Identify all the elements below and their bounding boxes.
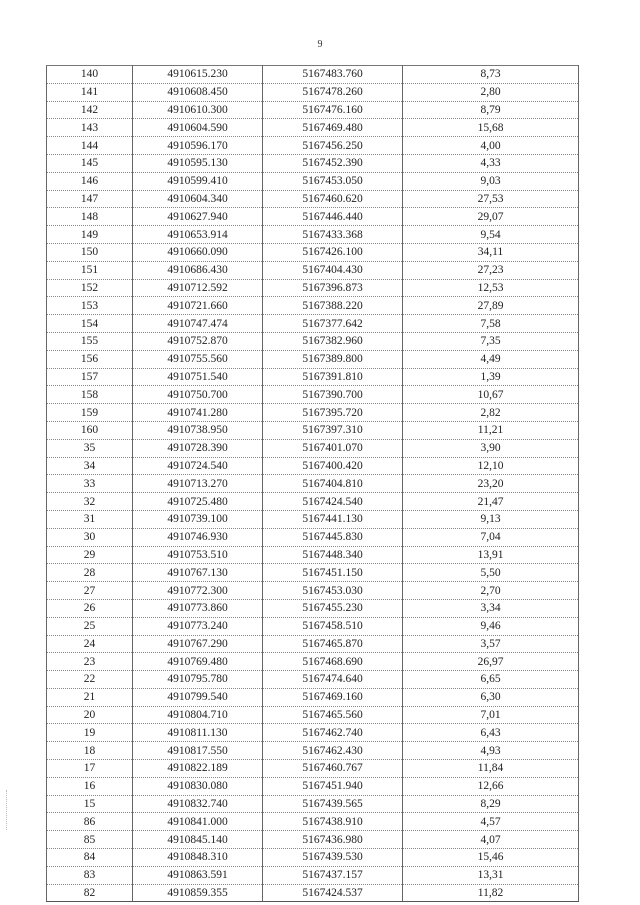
- table-row: [47, 564, 579, 582]
- distance-cell: 3,90: [403, 439, 579, 457]
- point-number-cell: 158: [47, 386, 133, 404]
- point-number-cell: 28: [47, 564, 133, 582]
- distance-cell: 8,73: [403, 66, 579, 84]
- point-number-cell: 156: [47, 350, 133, 368]
- x-coordinate-cell: 4910653.914: [133, 226, 263, 244]
- distance-cell: 7,58: [403, 315, 579, 333]
- y-coordinate-cell: 5167424.537: [263, 884, 403, 902]
- y-coordinate-cell: 5167469.480: [263, 119, 403, 137]
- x-coordinate-cell: 4910747.474: [133, 315, 263, 333]
- y-coordinate-cell: 5167462.430: [263, 742, 403, 760]
- y-coordinate-cell: 5167474.640: [263, 671, 403, 689]
- y-coordinate-cell: 5167388.220: [263, 297, 403, 315]
- y-coordinate-cell: 5167458.510: [263, 617, 403, 635]
- distance-cell: 7,35: [403, 332, 579, 350]
- distance-cell: 11,84: [403, 760, 579, 778]
- distance-cell: 9,54: [403, 226, 579, 244]
- table-row: [47, 261, 579, 279]
- margin-mark: [6, 790, 11, 830]
- point-number-cell: 17: [47, 760, 133, 778]
- table-row: [47, 475, 579, 493]
- y-coordinate-cell: 5167460.620: [263, 190, 403, 208]
- x-coordinate-cell: 4910660.090: [133, 243, 263, 261]
- table-row: [47, 332, 579, 350]
- point-number-cell: 86: [47, 813, 133, 831]
- x-coordinate-cell: 4910741.280: [133, 404, 263, 422]
- distance-cell: 12,10: [403, 457, 579, 475]
- table-row: [47, 760, 579, 778]
- table-row: [47, 421, 579, 439]
- point-number-cell: 15: [47, 795, 133, 813]
- point-number-cell: 30: [47, 528, 133, 546]
- table-row: [47, 849, 579, 867]
- y-coordinate-cell: 5167390.700: [263, 386, 403, 404]
- distance-cell: 6,30: [403, 688, 579, 706]
- point-number-cell: 18: [47, 742, 133, 760]
- point-number-cell: 84: [47, 849, 133, 867]
- distance-cell: 10,67: [403, 386, 579, 404]
- x-coordinate-cell: 4910795.780: [133, 671, 263, 689]
- y-coordinate-cell: 5167453.050: [263, 172, 403, 190]
- y-coordinate-cell: 5167391.810: [263, 368, 403, 386]
- y-coordinate-cell: 5167456.250: [263, 137, 403, 155]
- point-number-cell: 34: [47, 457, 133, 475]
- table-row: [47, 742, 579, 760]
- x-coordinate-cell: 4910604.340: [133, 190, 263, 208]
- table-row: [47, 813, 579, 831]
- x-coordinate-cell: 4910608.450: [133, 83, 263, 101]
- point-number-cell: 142: [47, 101, 133, 119]
- distance-cell: 27,89: [403, 297, 579, 315]
- y-coordinate-cell: 5167465.560: [263, 706, 403, 724]
- y-coordinate-cell: 5167469.160: [263, 688, 403, 706]
- table-row: [47, 795, 579, 813]
- x-coordinate-cell: 4910804.710: [133, 706, 263, 724]
- y-coordinate-cell: 5167455.230: [263, 599, 403, 617]
- y-coordinate-cell: 5167404.810: [263, 475, 403, 493]
- x-coordinate-cell: 4910755.560: [133, 350, 263, 368]
- distance-cell: 21,47: [403, 493, 579, 511]
- table-row: [47, 208, 579, 226]
- x-coordinate-cell: 4910738.950: [133, 421, 263, 439]
- distance-cell: 9,03: [403, 172, 579, 190]
- distance-cell: 4,00: [403, 137, 579, 155]
- y-coordinate-cell: 5167445.830: [263, 528, 403, 546]
- x-coordinate-cell: 4910773.860: [133, 599, 263, 617]
- x-coordinate-cell: 4910724.540: [133, 457, 263, 475]
- table-row: [47, 599, 579, 617]
- table-row: [47, 582, 579, 600]
- x-coordinate-cell: 4910845.140: [133, 831, 263, 849]
- x-coordinate-cell: 4910830.080: [133, 777, 263, 795]
- x-coordinate-cell: 4910746.930: [133, 528, 263, 546]
- y-coordinate-cell: 5167451.940: [263, 777, 403, 795]
- x-coordinate-cell: 4910604.590: [133, 119, 263, 137]
- point-number-cell: 147: [47, 190, 133, 208]
- table-row: [47, 243, 579, 261]
- table-row: [47, 528, 579, 546]
- distance-cell: 4,33: [403, 154, 579, 172]
- table-row: [47, 439, 579, 457]
- distance-cell: 5,50: [403, 564, 579, 582]
- point-number-cell: 82: [47, 884, 133, 902]
- y-coordinate-cell: 5167452.390: [263, 154, 403, 172]
- x-coordinate-cell: 4910767.130: [133, 564, 263, 582]
- y-coordinate-cell: 5167439.565: [263, 795, 403, 813]
- point-number-cell: 148: [47, 208, 133, 226]
- y-coordinate-cell: 5167465.870: [263, 635, 403, 653]
- y-coordinate-cell: 5167468.690: [263, 653, 403, 671]
- distance-cell: 15,46: [403, 849, 579, 867]
- table-row: [47, 386, 579, 404]
- distance-cell: 9,13: [403, 510, 579, 528]
- x-coordinate-cell: 4910725.480: [133, 493, 263, 511]
- distance-cell: 7,01: [403, 706, 579, 724]
- table-row: [47, 190, 579, 208]
- point-number-cell: 32: [47, 493, 133, 511]
- y-coordinate-cell: 5167483.760: [263, 66, 403, 84]
- point-number-cell: 85: [47, 831, 133, 849]
- table-row: [47, 226, 579, 244]
- distance-cell: 13,91: [403, 546, 579, 564]
- y-coordinate-cell: 5167382.960: [263, 332, 403, 350]
- point-number-cell: 23: [47, 653, 133, 671]
- y-coordinate-cell: 5167426.100: [263, 243, 403, 261]
- page-number: 9: [317, 39, 323, 50]
- point-number-cell: 155: [47, 332, 133, 350]
- table-row: [47, 83, 579, 101]
- table-row: [47, 831, 579, 849]
- point-number-cell: 31: [47, 510, 133, 528]
- point-number-cell: 20: [47, 706, 133, 724]
- y-coordinate-cell: 5167437.157: [263, 866, 403, 884]
- x-coordinate-cell: 4910615.230: [133, 66, 263, 84]
- point-number-cell: 159: [47, 404, 133, 422]
- distance-cell: 26,97: [403, 653, 579, 671]
- distance-cell: 12,66: [403, 777, 579, 795]
- x-coordinate-cell: 4910772.300: [133, 582, 263, 600]
- table-row: [47, 279, 579, 297]
- y-coordinate-cell: 5167396.873: [263, 279, 403, 297]
- x-coordinate-cell: 4910841.000: [133, 813, 263, 831]
- y-coordinate-cell: 5167441.130: [263, 510, 403, 528]
- point-number-cell: 21: [47, 688, 133, 706]
- point-number-cell: 140: [47, 66, 133, 84]
- x-coordinate-cell: 4910599.410: [133, 172, 263, 190]
- distance-cell: 27,23: [403, 261, 579, 279]
- point-number-cell: 145: [47, 154, 133, 172]
- distance-cell: 23,20: [403, 475, 579, 493]
- distance-cell: 8,79: [403, 101, 579, 119]
- distance-cell: 2,82: [403, 404, 579, 422]
- y-coordinate-cell: 5167377.642: [263, 315, 403, 333]
- distance-cell: 34,11: [403, 243, 579, 261]
- x-coordinate-cell: 4910767.290: [133, 635, 263, 653]
- distance-cell: 27,53: [403, 190, 579, 208]
- point-number-cell: 157: [47, 368, 133, 386]
- point-number-cell: 27: [47, 582, 133, 600]
- x-coordinate-cell: 4910859.355: [133, 884, 263, 902]
- table-row: [47, 404, 579, 422]
- table-row: [47, 493, 579, 511]
- y-coordinate-cell: 5167433.368: [263, 226, 403, 244]
- table-row: [47, 653, 579, 671]
- point-number-cell: 149: [47, 226, 133, 244]
- x-coordinate-cell: 4910739.100: [133, 510, 263, 528]
- x-coordinate-cell: 4910627.940: [133, 208, 263, 226]
- point-number-cell: 141: [47, 83, 133, 101]
- distance-cell: 8,29: [403, 795, 579, 813]
- table-row: [47, 66, 579, 84]
- point-number-cell: 26: [47, 599, 133, 617]
- x-coordinate-cell: 4910773.240: [133, 617, 263, 635]
- distance-cell: 4,57: [403, 813, 579, 831]
- coordinates-table: [46, 65, 579, 902]
- x-coordinate-cell: 4910832.740: [133, 795, 263, 813]
- x-coordinate-cell: 4910863.591: [133, 866, 263, 884]
- y-coordinate-cell: 5167401.070: [263, 439, 403, 457]
- point-number-cell: 16: [47, 777, 133, 795]
- point-number-cell: 151: [47, 261, 133, 279]
- table-row: [47, 297, 579, 315]
- distance-cell: 13,31: [403, 866, 579, 884]
- table-row: [47, 866, 579, 884]
- distance-cell: 4,49: [403, 350, 579, 368]
- table-row: [47, 671, 579, 689]
- x-coordinate-cell: 4910610.300: [133, 101, 263, 119]
- x-coordinate-cell: 4910595.130: [133, 154, 263, 172]
- distance-cell: 9,46: [403, 617, 579, 635]
- table-row: [47, 617, 579, 635]
- table-row: [47, 368, 579, 386]
- y-coordinate-cell: 5167453.030: [263, 582, 403, 600]
- x-coordinate-cell: 4910822.189: [133, 760, 263, 778]
- table-row: [47, 777, 579, 795]
- x-coordinate-cell: 4910686.430: [133, 261, 263, 279]
- x-coordinate-cell: 4910750.700: [133, 386, 263, 404]
- x-coordinate-cell: 4910769.480: [133, 653, 263, 671]
- y-coordinate-cell: 5167451.150: [263, 564, 403, 582]
- x-coordinate-cell: 4910817.550: [133, 742, 263, 760]
- point-number-cell: 83: [47, 866, 133, 884]
- x-coordinate-cell: 4910753.510: [133, 546, 263, 564]
- y-coordinate-cell: 5167404.430: [263, 261, 403, 279]
- x-coordinate-cell: 4910713.270: [133, 475, 263, 493]
- x-coordinate-cell: 4910712.592: [133, 279, 263, 297]
- distance-cell: 3,57: [403, 635, 579, 653]
- y-coordinate-cell: 5167446.440: [263, 208, 403, 226]
- distance-cell: 12,53: [403, 279, 579, 297]
- table-row: [47, 172, 579, 190]
- y-coordinate-cell: 5167400.420: [263, 457, 403, 475]
- point-number-cell: 22: [47, 671, 133, 689]
- y-coordinate-cell: 5167395.720: [263, 404, 403, 422]
- table-row: [47, 457, 579, 475]
- point-number-cell: 152: [47, 279, 133, 297]
- point-number-cell: 19: [47, 724, 133, 742]
- x-coordinate-cell: 4910811.130: [133, 724, 263, 742]
- y-coordinate-cell: 5167460.767: [263, 760, 403, 778]
- x-coordinate-cell: 4910728.390: [133, 439, 263, 457]
- table-row: [47, 154, 579, 172]
- y-coordinate-cell: 5167448.340: [263, 546, 403, 564]
- table-row: [47, 101, 579, 119]
- y-coordinate-cell: 5167439.530: [263, 849, 403, 867]
- point-number-cell: 150: [47, 243, 133, 261]
- table-row: [47, 315, 579, 333]
- x-coordinate-cell: 4910596.170: [133, 137, 263, 155]
- y-coordinate-cell: 5167397.310: [263, 421, 403, 439]
- point-number-cell: 33: [47, 475, 133, 493]
- y-coordinate-cell: 5167389.800: [263, 350, 403, 368]
- y-coordinate-cell: 5167436.980: [263, 831, 403, 849]
- point-number-cell: 154: [47, 315, 133, 333]
- table-row: [47, 119, 579, 137]
- distance-cell: 6,65: [403, 671, 579, 689]
- distance-cell: 15,68: [403, 119, 579, 137]
- point-number-cell: 160: [47, 421, 133, 439]
- x-coordinate-cell: 4910751.540: [133, 368, 263, 386]
- x-coordinate-cell: 4910799.540: [133, 688, 263, 706]
- distance-cell: 29,07: [403, 208, 579, 226]
- distance-cell: 11,82: [403, 884, 579, 902]
- point-number-cell: 146: [47, 172, 133, 190]
- table-row: [47, 724, 579, 742]
- table-row: [47, 137, 579, 155]
- x-coordinate-cell: 4910848.310: [133, 849, 263, 867]
- distance-cell: 11,21: [403, 421, 579, 439]
- table-row: [47, 688, 579, 706]
- distance-cell: 4,93: [403, 742, 579, 760]
- y-coordinate-cell: 5167424.540: [263, 493, 403, 511]
- point-number-cell: 144: [47, 137, 133, 155]
- distance-cell: 3,34: [403, 599, 579, 617]
- x-coordinate-cell: 4910752.870: [133, 332, 263, 350]
- table-row: [47, 635, 579, 653]
- table-row: [47, 350, 579, 368]
- distance-cell: 2,80: [403, 83, 579, 101]
- point-number-cell: 25: [47, 617, 133, 635]
- coordinates-table-body: [47, 66, 579, 902]
- distance-cell: 2,70: [403, 582, 579, 600]
- table-row: [47, 706, 579, 724]
- point-number-cell: 153: [47, 297, 133, 315]
- y-coordinate-cell: 5167462.740: [263, 724, 403, 742]
- table-row: [47, 546, 579, 564]
- y-coordinate-cell: 5167478.260: [263, 83, 403, 101]
- point-number-cell: 24: [47, 635, 133, 653]
- distance-cell: 6,43: [403, 724, 579, 742]
- distance-cell: 1,39: [403, 368, 579, 386]
- point-number-cell: 143: [47, 119, 133, 137]
- point-number-cell: 35: [47, 439, 133, 457]
- x-coordinate-cell: 4910721.660: [133, 297, 263, 315]
- y-coordinate-cell: 5167438.910: [263, 813, 403, 831]
- distance-cell: 7,04: [403, 528, 579, 546]
- y-coordinate-cell: 5167476.160: [263, 101, 403, 119]
- table-row: [47, 884, 579, 902]
- table-row: [47, 510, 579, 528]
- point-number-cell: 29: [47, 546, 133, 564]
- distance-cell: 4,07: [403, 831, 579, 849]
